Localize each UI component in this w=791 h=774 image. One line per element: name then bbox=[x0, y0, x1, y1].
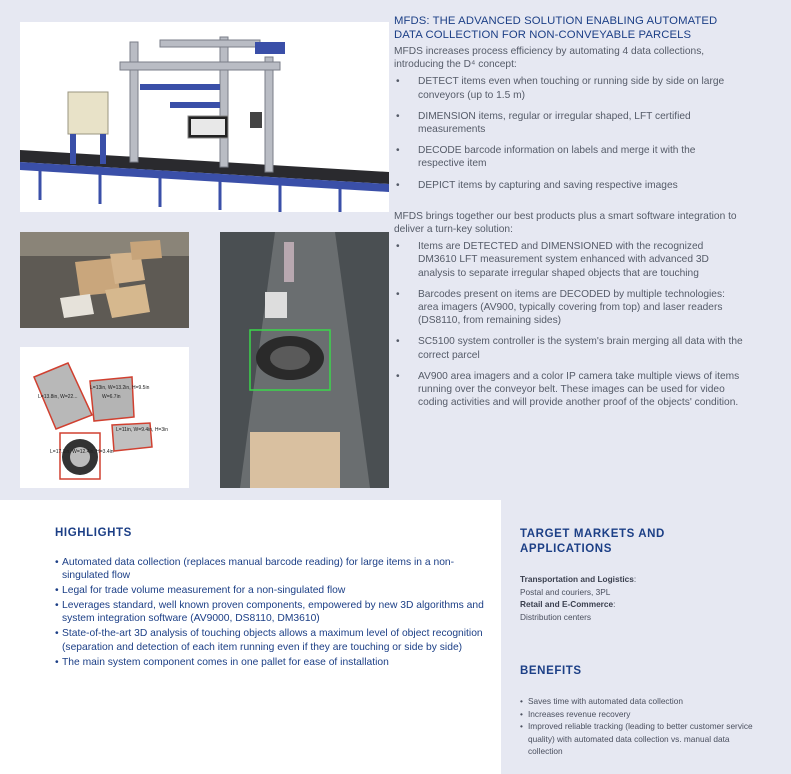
target-title-line-2: APPLICATIONS bbox=[520, 542, 612, 555]
detect-label-1: L=13.8in, W=22... bbox=[38, 394, 78, 400]
detect-label-3: W=6.7in bbox=[102, 394, 121, 400]
title-line-2: DATA COLLECTION FOR NON-CONVEYABLE PARCELS bbox=[394, 29, 692, 41]
detect-label-5: L=17.1in, W=12.4in, H=3.4in bbox=[50, 449, 114, 455]
list-item: • Items are DETECTED and DIMENSIONED with the recognized DM3610 LFT measurement system enhanced with advanced 3D analysis to separate irregular shaped objects that are touching bbox=[394, 240, 744, 280]
target-benefits-panel bbox=[501, 500, 791, 774]
highlights-panel bbox=[0, 500, 501, 774]
intro-paragraph: MFDS increases process efficiency by automating 4 data collections, introducing the D⁴ concept: bbox=[394, 46, 705, 71]
list-item: • Increases revenue recovery bbox=[520, 708, 760, 721]
benefits-title: BENEFITS bbox=[520, 665, 582, 677]
detect-label-2: L=13in, W=13.2in, H=9.5in bbox=[90, 385, 150, 391]
benefits-list bbox=[520, 695, 760, 758]
target-markets-title bbox=[520, 527, 720, 556]
list-item: • DIMENSION items, regular or irregular shaped, LFT certified measurements bbox=[394, 110, 744, 136]
list-item: • DEPICT items by capturing and saving respective images bbox=[394, 179, 744, 192]
list-item: • SC5100 system controller is the system's brain merging all data with the correct parcel bbox=[394, 335, 744, 361]
section-title bbox=[394, 14, 744, 42]
list-item: • Automated data collection (replaces manual barcode reading) for large items in a non-singulated flow bbox=[55, 556, 485, 582]
list-item: • The main system component comes in one pallet for ease of installation bbox=[55, 656, 485, 669]
list-item: • Saves time with automated data collection bbox=[520, 695, 760, 708]
list-item: • Legal for trade volume measurement for a non-singulated flow bbox=[55, 584, 485, 597]
list-item: • AV900 area imagers and a color IP camera take multiple views of items running over the conveyor belt. These images can be used for video coding activities and will provide another proof of the objects' condition. bbox=[394, 370, 744, 410]
list-item: • DETECT items even when touching or running side by side on large conveyors (up to 1.5 m) bbox=[394, 75, 744, 101]
highlights-title: HIGHLIGHTS bbox=[55, 527, 132, 539]
highlights-list bbox=[55, 556, 485, 671]
d4-list bbox=[394, 75, 744, 191]
list-item: • DECODE barcode information on labels and merge it with the respective item bbox=[394, 144, 744, 170]
market-detail: Distribution centers bbox=[520, 611, 592, 622]
solution-intro-paragraph: MFDS brings together our best products plus a smart software integration to deliver a turn-key solution: bbox=[394, 210, 737, 236]
solution-list bbox=[394, 240, 744, 409]
detect-label-4: L=11in, W=9.4in, H=3in bbox=[116, 427, 169, 433]
market-name: Retail and E-Commerce bbox=[520, 599, 614, 609]
list-item: • Barcodes present on items are DECODED by multiple technologies: area imagers (AV900, typically covering from top) and laser readers (DS8110, from remaining sides) bbox=[394, 288, 744, 328]
target-markets-body: Transportation and Logistics: Postal and couriers, 3PL Retail and E-Commerce: Distribution centers bbox=[520, 574, 637, 622]
mfds-description bbox=[394, 14, 744, 417]
3d-detection-illustration bbox=[20, 347, 189, 488]
market-detail: Postal and couriers, 3PL bbox=[520, 586, 611, 597]
market-name: Transportation and Logistics bbox=[520, 574, 634, 584]
boxes-on-conveyor-photo bbox=[20, 232, 189, 328]
mfds-system-illustration bbox=[20, 22, 389, 212]
list-item: • Improved reliable tracking (leading to better customer service quality) with automated data collection vs. manual data collection bbox=[520, 720, 760, 758]
list-item: • Leverages standard, well known proven components, empowered by new 3D algorithms and system integration software (AV9000, DS8110, DM3610) bbox=[55, 599, 485, 625]
list-item: • State-of-the-art 3D analysis of touching objects allows a maximum level of object recognition (separation and detection of each item running even if they are touching or side by side) bbox=[55, 627, 485, 653]
target-title-line-1: TARGET MARKETS AND bbox=[520, 528, 665, 540]
title-line-1: MFDS: THE ADVANCED SOLUTION ENABLING AUTOMATED bbox=[394, 15, 718, 27]
conveyor-top-view-photo bbox=[220, 232, 389, 488]
